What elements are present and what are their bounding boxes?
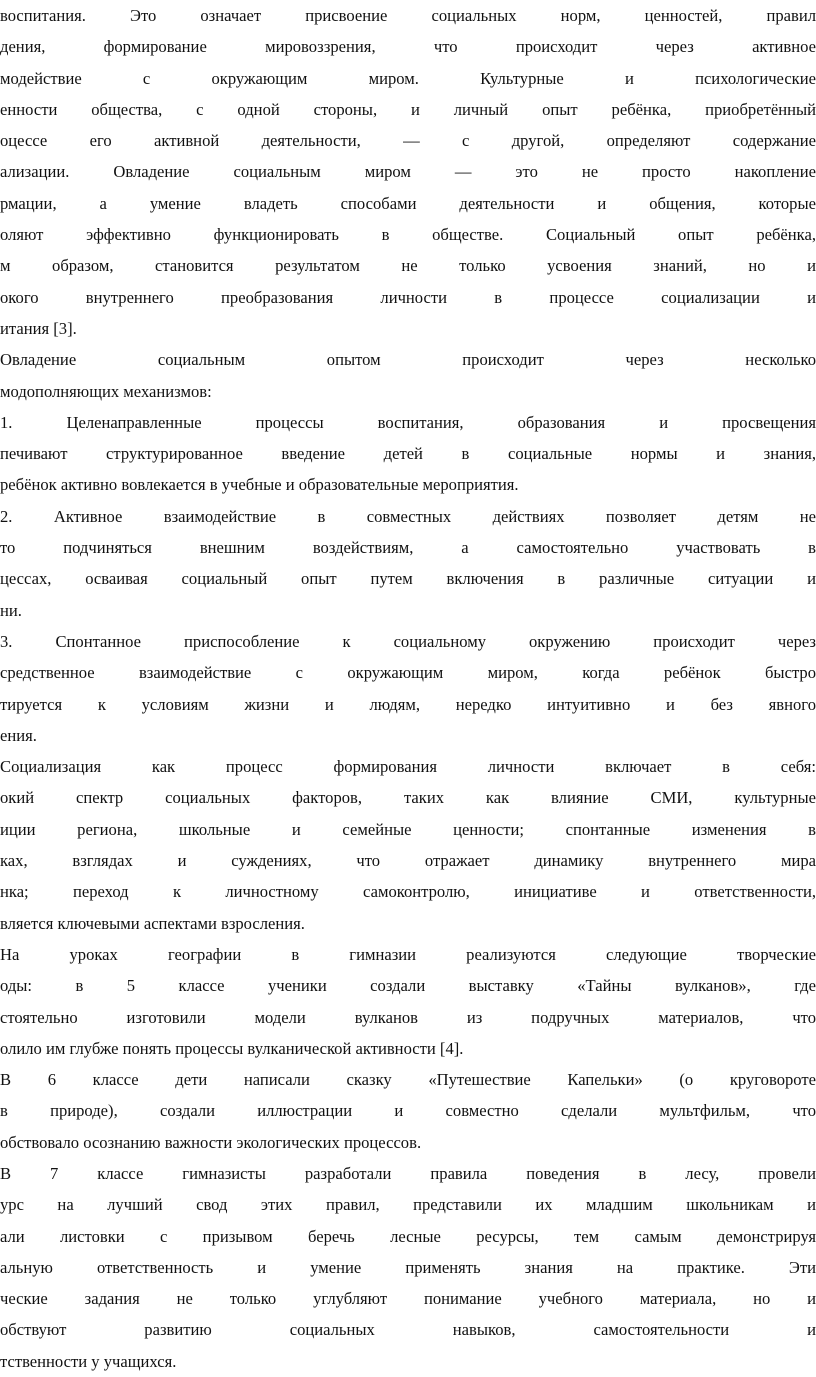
text-line: дения, формирование мировоззрения, что происходит через активное bbox=[0, 37, 816, 57]
text-line: ения. bbox=[0, 725, 37, 745]
text-line: ческие задания не только углубляют понимание учебного материала, но и bbox=[0, 1289, 816, 1309]
text-line: стоятельно изготовили модели вулканов из подручных материалов, что bbox=[0, 1007, 816, 1027]
text-line: средственное взаимодействие с окружающим миром, когда ребёнок быстро bbox=[0, 663, 816, 683]
text-line: В 7 классе гимназисты разработали правила поведения в лесу, провели bbox=[0, 1163, 816, 1183]
text-line: Овладение социальным опытом происходит через несколько bbox=[0, 350, 816, 370]
text-line: енности общества, с одной стороны, и личный опыт ребёнка, приобретённый bbox=[0, 99, 816, 119]
text-line: то подчиняться внешним воздействиям, а самостоятельно участвовать в bbox=[0, 538, 816, 558]
text-line: нка; переход к личностному самоконтролю, инициативе и ответственности, bbox=[0, 882, 816, 902]
text-line: 1. Целенаправленные процессы воспитания, образования и просвещения bbox=[0, 412, 816, 432]
text-line: оляют эффективно функционировать в обществе. Социальный опыт ребёнка, bbox=[0, 225, 816, 245]
text-line: На уроках географии в гимназии реализуются следующие творческие bbox=[0, 944, 816, 964]
text-line: окий спектр социальных факторов, таких как влияние СМИ, культурные bbox=[0, 788, 816, 808]
text-line: рмации, а умение владеть способами деятельности и общения, которые bbox=[0, 193, 816, 213]
text-line: олило им глубже понять процессы вулканической активности [4]. bbox=[0, 1038, 464, 1058]
text-line: ализации. Овладение социальным миром — это не просто накопление bbox=[0, 162, 816, 182]
text-line: альную ответственность и умение применять знания на практике. Эти bbox=[0, 1257, 816, 1277]
text-line: ребёнок активно вовлекается в учебные и образовательные мероприятия. bbox=[0, 475, 519, 495]
text-line: 3. Спонтанное приспособление к социальному окружению происходит через bbox=[0, 631, 816, 651]
text-line: печивают структурированное введение детей в социальные нормы и знания, bbox=[0, 444, 816, 464]
text-line: тируется к условиям жизни и людям, нередко интуитивно и без явного bbox=[0, 694, 816, 714]
text-line: воспитания. Это означает присвоение социальных норм, ценностей, правил bbox=[0, 6, 816, 25]
text-line: В 6 классе дети написали сказку «Путешествие Капельки» (о круговороте bbox=[0, 1070, 816, 1090]
text-line: тственности у учащихся. bbox=[0, 1351, 177, 1371]
text-line: цессах, осваивая социальный опыт путем включения в различные ситуации и bbox=[0, 569, 816, 589]
text-line: м образом, становится результатом не только усвоения знаний, но и bbox=[0, 256, 816, 276]
text-line: модействие с окружающим миром. Культурные и психологические bbox=[0, 68, 816, 88]
text-line: модополняющих механизмов: bbox=[0, 381, 212, 401]
text-line: обствуют развитию социальных навыков, самостоятельности и bbox=[0, 1320, 816, 1340]
text-line: вляется ключевыми аспектами взросления. bbox=[0, 913, 305, 933]
text-line: окого внутреннего преобразования личности в процессе социализации и bbox=[0, 287, 816, 307]
text-line: в природе), создали иллюстрации и совместно сделали мультфильм, что bbox=[0, 1101, 816, 1121]
text-line: оды: в 5 классе ученики создали выставку «Тайны вулканов», где bbox=[0, 976, 816, 996]
text-line: урс на лучший свод этих правил, представили их младшим школьникам и bbox=[0, 1195, 816, 1215]
text-line: али листовки с призывом беречь лесные ресурсы, тем самым демонстрируя bbox=[0, 1226, 816, 1246]
text-line: Социализация как процесс формирования личности включает в себя: bbox=[0, 757, 816, 777]
text-line: итания [3]. bbox=[0, 318, 77, 338]
text-line: 2. Активное взаимодействие в совместных действиях позволяет детям не bbox=[0, 506, 816, 526]
text-line: ни. bbox=[0, 600, 22, 620]
text-line: иции региона, школьные и семейные ценности; спонтанные изменения в bbox=[0, 819, 816, 839]
text-line: обствовало осознанию важности экологических процессов. bbox=[0, 1132, 422, 1152]
text-line: ках, взглядах и суждениях, что отражает динамику внутреннего мира bbox=[0, 851, 816, 871]
text-line: оцессе его активной деятельности, — с другой, определяют содержание bbox=[0, 131, 816, 151]
